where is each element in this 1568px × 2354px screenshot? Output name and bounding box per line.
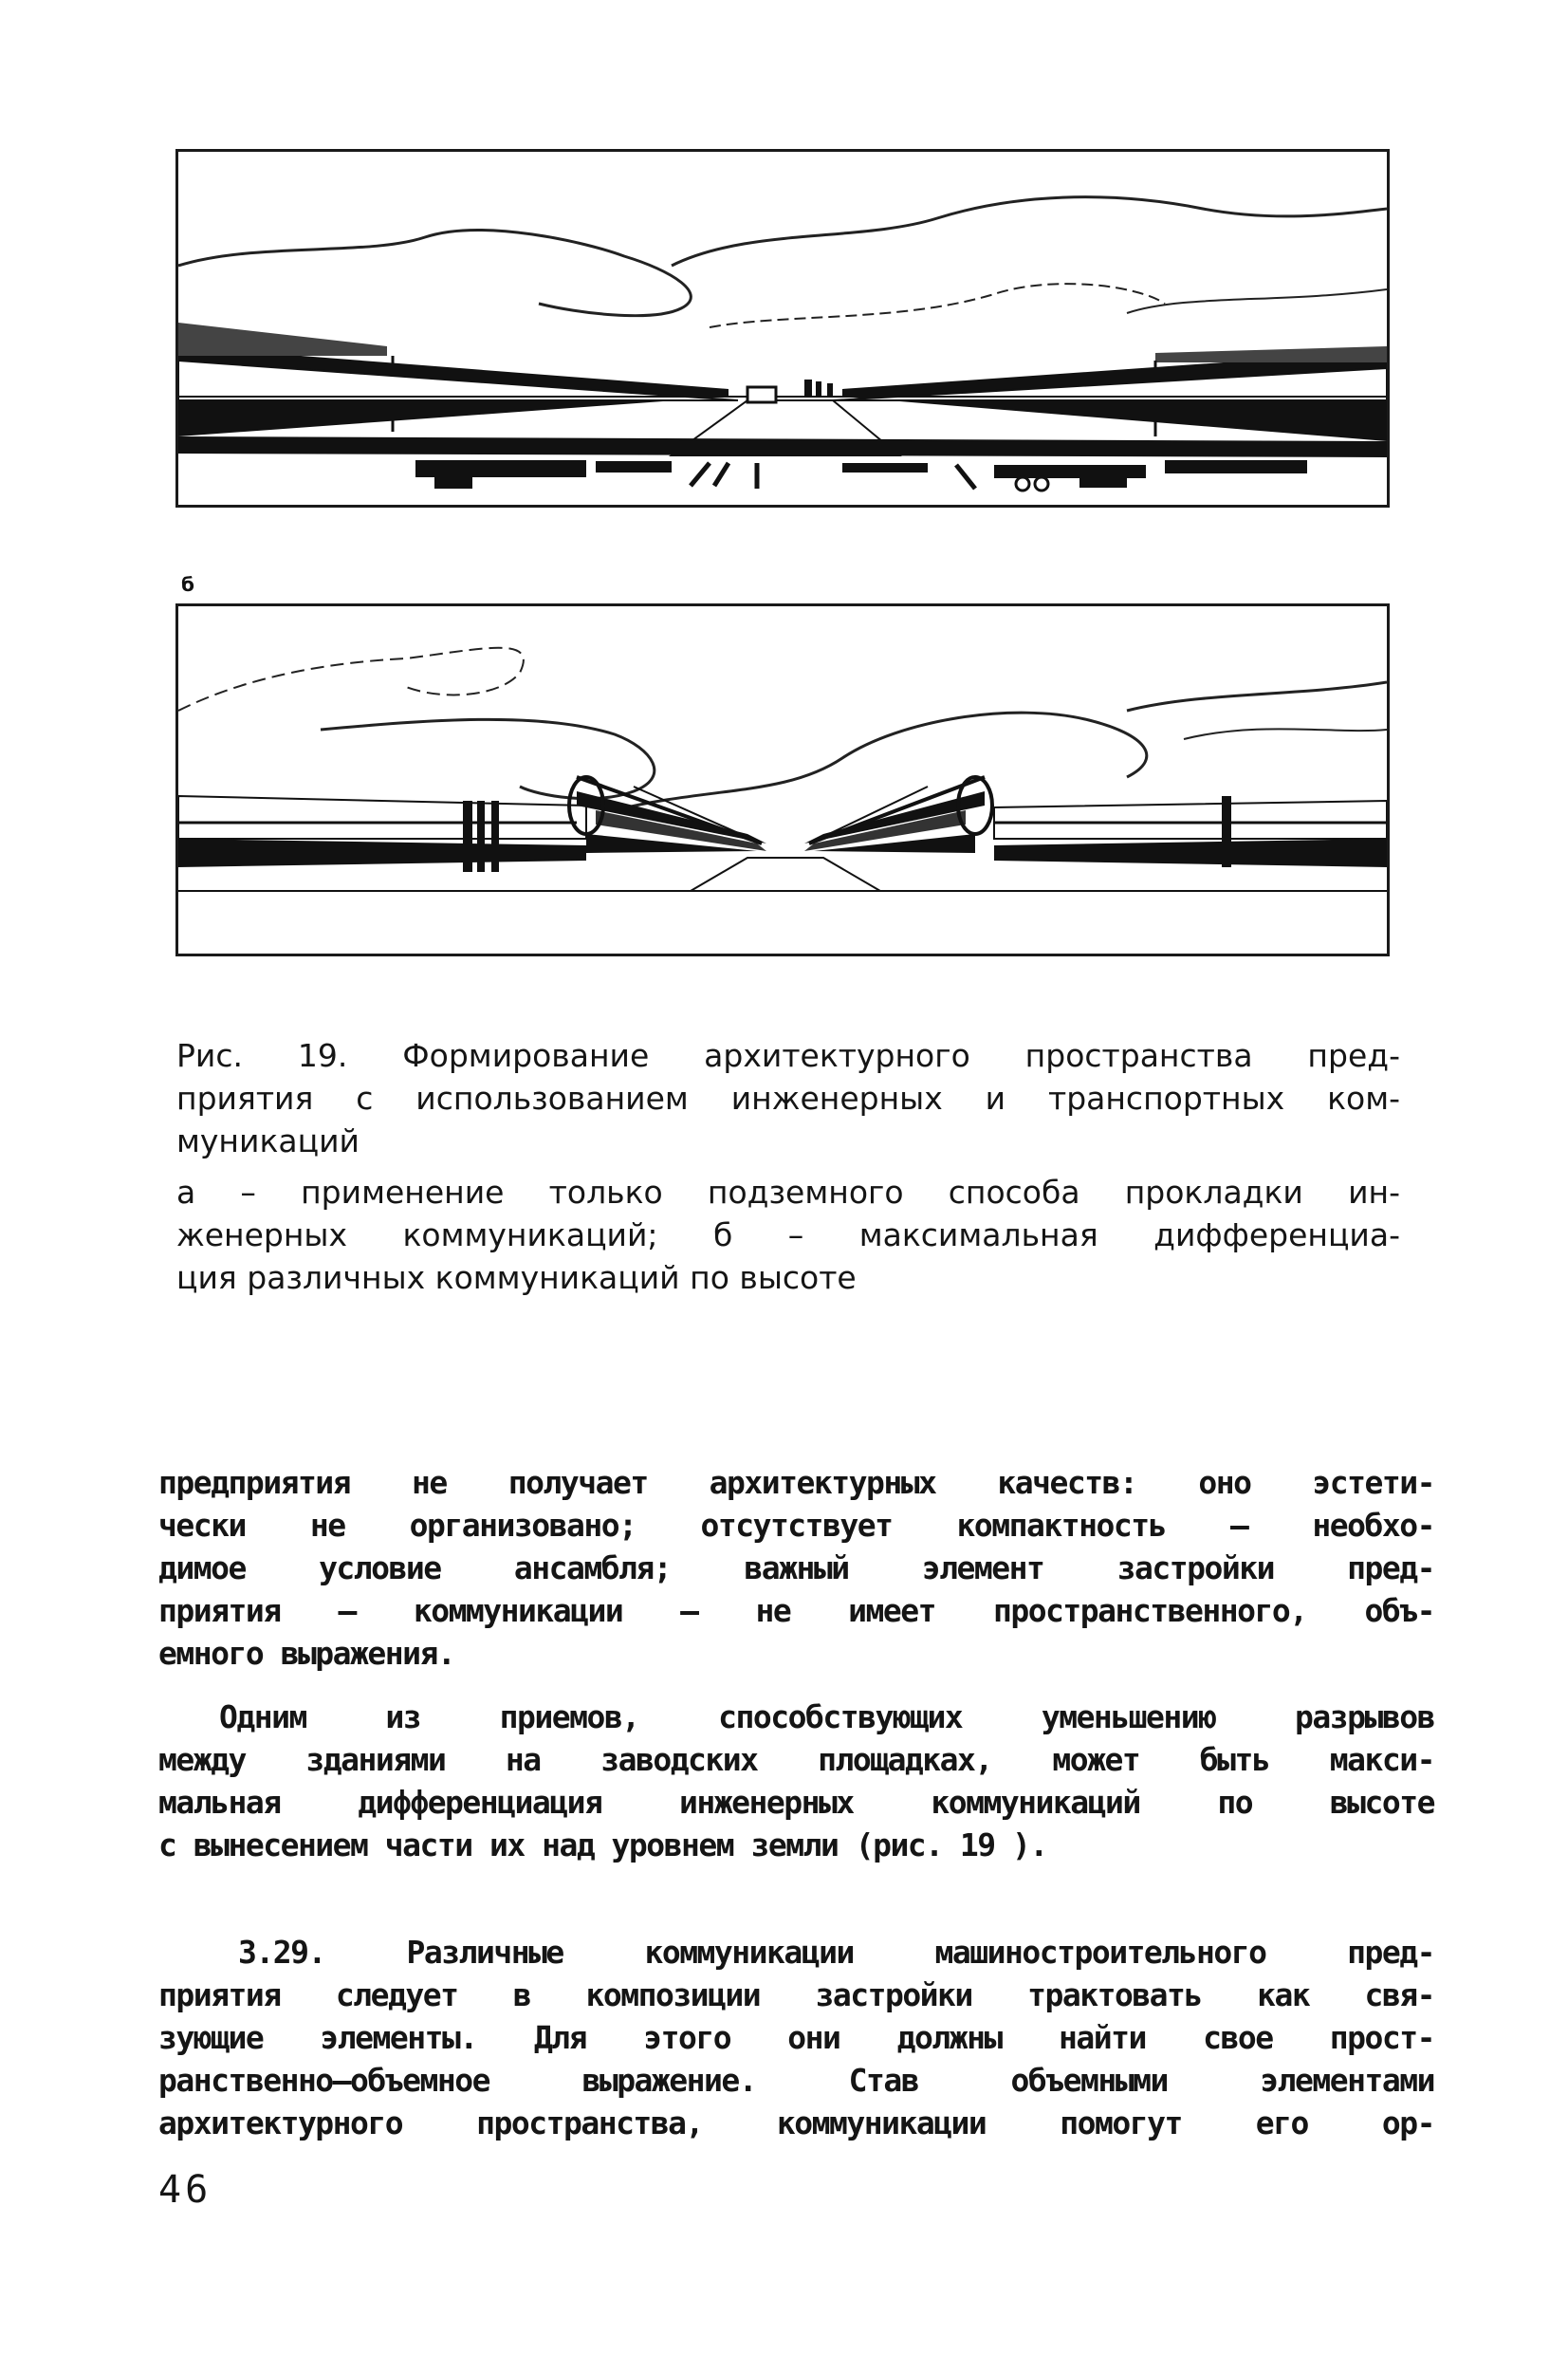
paragraph-line: ранственно–объемное выражение. Став объемными элементами [158,2062,1434,2099]
paragraph-line: зующие элементы. Для этого они должны найти свое прост- [158,2019,1434,2056]
paragraph-2 [158,1696,1434,1866]
paragraph-3 [158,1931,1434,2144]
paragraph-line: предприятия не получает архитектурных качеств: оно эстети- [158,1464,1434,1501]
caption-title-line: муникаций [176,1122,360,1159]
caption-title-line: приятия с использованием инженерных и транспортных ком- [176,1080,1400,1117]
paragraph-line: приятия следует в композиции застройки трактовать как свя- [158,1976,1434,2013]
paragraph-line: димое условие ансамбля; важный элемент застройки пред- [158,1549,1434,1586]
paragraph-1 [158,1461,1434,1675]
paragraph-line: емного выражения. [158,1635,455,1672]
panel-b-label: б [181,573,194,596]
caption-title-line: Рис. 19. Формирование архитектурного пространства пред- [176,1037,1400,1074]
paragraph-line: с вынесением части их над уровнем земли (рис. 19 ). [158,1826,1047,1863]
perspective-drawing-a [178,152,1387,505]
paragraph-line: 3.29. Различные коммуникации машиностроительного пред- [238,1934,1434,1971]
paragraph-line: мальная дифференциация инженерных коммуникаций по высоте [158,1784,1434,1821]
figure-panel-b [175,603,1390,956]
caption-description-line: женерных коммуникаций; б – максимальная дифференциа- [176,1216,1400,1253]
caption-description-line: а – применение только подземного способа прокладки ин- [176,1174,1400,1211]
paragraph-line: чески не организовано; отсутствует компактность – необхо- [158,1507,1434,1544]
page-number: 46 [158,2168,212,2212]
paragraph-line: Одним из приемов, способствующих уменьшению разрывов [219,1698,1434,1735]
paragraph-line: приятия – коммуникации – не имеет пространственного, объ- [158,1592,1434,1629]
figure-caption-description [176,1171,1400,1299]
figure-caption-title [176,1034,1400,1162]
caption-description-line: ция различных коммуникаций по высоте [176,1259,857,1296]
figure-panel-a [175,149,1390,508]
paragraph-line: между зданиями на заводских площадках, может быть макси- [158,1741,1434,1778]
paragraph-line: архитектурного пространства, коммуникации помогут его ор- [158,2104,1434,2141]
perspective-drawing-b [178,606,1387,954]
